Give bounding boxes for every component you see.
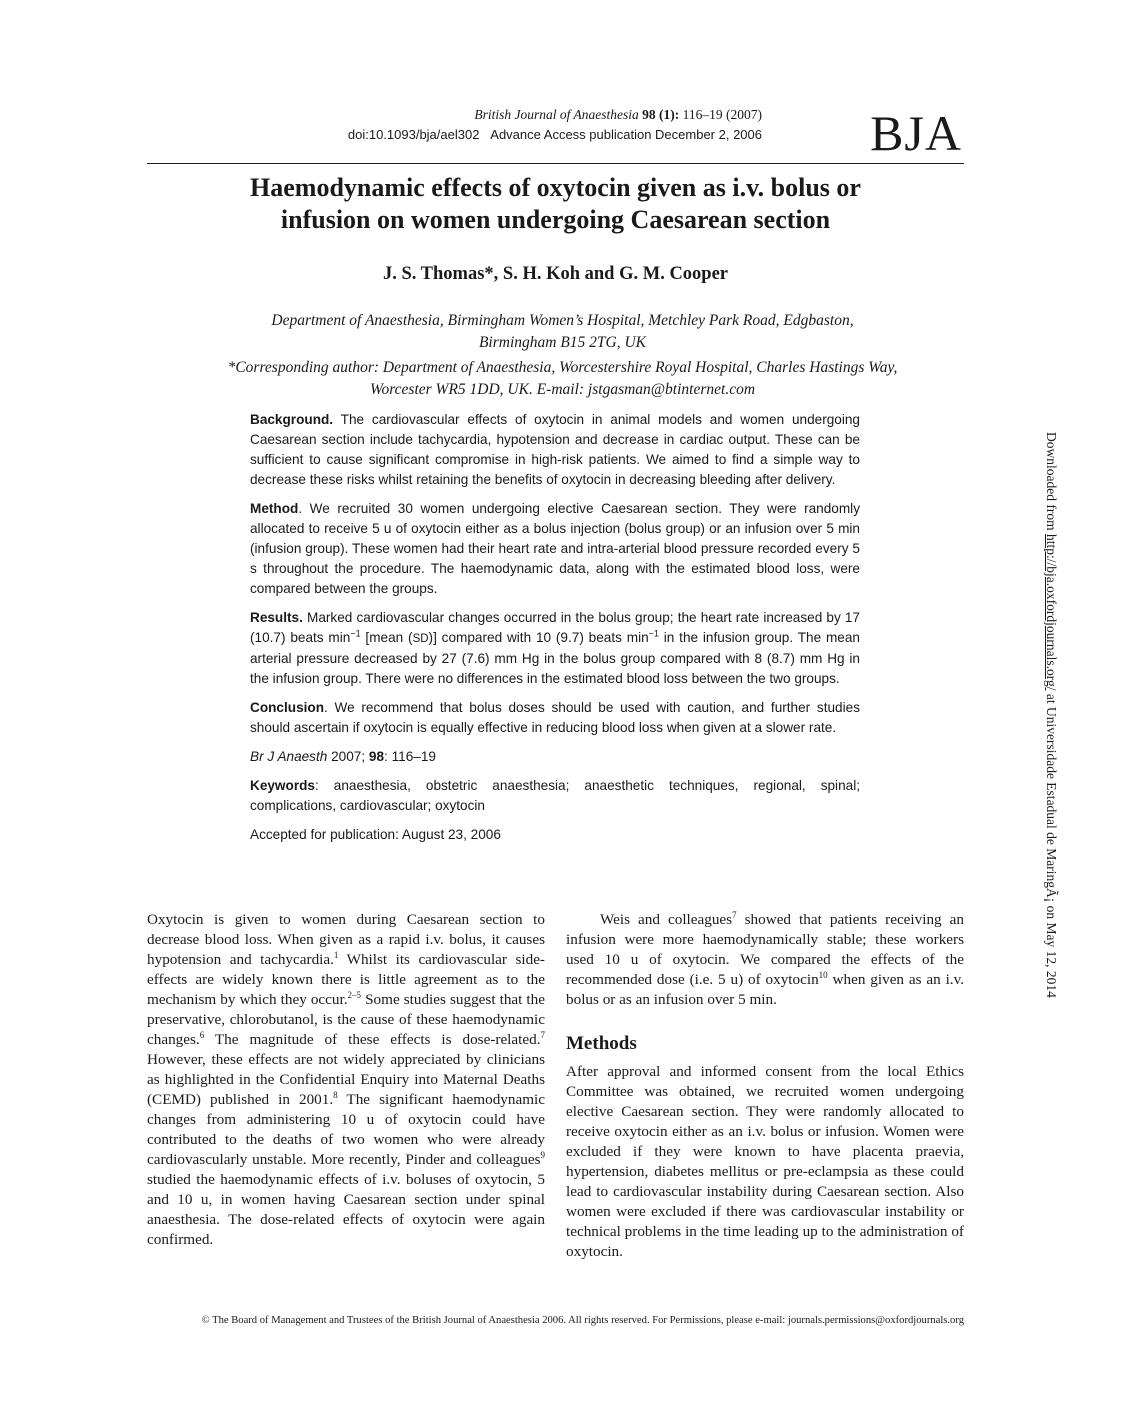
corresponding-line-2: Worcester WR5 1DD, UK. E-mail: jstgasman@btinternet.com (369, 381, 756, 398)
intro2-text-c: when given as an i.v. bolus or as an infusion over 5 min. (566, 971, 964, 1008)
abstract-citation (250, 747, 860, 767)
citation-year: 2007; (327, 749, 369, 764)
abstract-method (250, 499, 860, 599)
abstract-background (250, 410, 860, 490)
results-sup-1: −1 (350, 628, 361, 639)
citation-pages: : 116–19 (384, 749, 436, 764)
article-title (147, 172, 964, 236)
background-text: The cardiovascular effects of oxytocin in animal models and women undergoing Caesarean section include tachycardia, hypotension and decrease in cardiac output. These can be sufficient to cause significant compromise in high-risk patients. We aimed to find a simple way to decrease these risks whilst retaining the benefits of oxytocin in decreasing bleeding after delivery. (250, 412, 860, 487)
results-sd: SD (412, 633, 429, 645)
intro-text-b: Whilst its cardiovascular side-effects are widely known there is little agreement as to the mechanism by which they occur. (147, 951, 545, 1008)
abstract-conclusion (250, 698, 860, 738)
journal-citation-line (147, 105, 762, 124)
doi-line (147, 125, 762, 144)
intro-text-c: Some studies suggest that the preservative, chlorobutanol, is the cause of these haemodynamic changes. (147, 991, 545, 1048)
download-prefix: Downloaded from (1044, 432, 1059, 534)
reference-2-5[interactable]: 2–5 (347, 989, 362, 1000)
citation-journal: Br J Anaesth (250, 749, 328, 764)
reference-6[interactable]: 6 (199, 1029, 205, 1040)
results-text-1: Marked cardiovascular changes occurred in the bolus group; the heart rate increased by 17 (10.7) beats min (250, 610, 860, 645)
method-label: Method (250, 501, 299, 516)
abstract (250, 410, 860, 854)
results-text-2: [mean ( (360, 630, 413, 645)
copyright-footer: © The Board of Management and Trustees of the British Journal of Anaesthesia 2006. All rights reserved. For Permissions, please e-mail: journals.permissions@oxfordjournals.org (201, 1315, 964, 1326)
intro-text-g: studied the haemodynamic effects of i.v. boluses of oxytocin, 5 and 10 u, in women having Caesarean section under spinal anaesthesia. The dose-related effects of oxytocin were again confirmed. (147, 1171, 545, 1248)
doi: doi:10.1093/bja/ael302 (347, 127, 480, 142)
citation-volume: 98 (368, 749, 385, 764)
reference-1[interactable]: 1 (333, 949, 339, 960)
download-sidebar (1040, 432, 1060, 997)
accepted-date: Accepted for publication: August 23, 2006 (250, 827, 501, 842)
intro-paragraph (147, 910, 545, 1250)
abstract-keywords (250, 776, 860, 816)
results-text-4: in the infusion group. The mean arterial pressure decreased by 27 (7.6) mm Hg in the bolus group compared with 8 (8.7) mm Hg in the infusion group. There were no differences in the estimated blood loss between the two groups. (250, 630, 860, 686)
title-line-1: Haemodynamic effects of oxytocin given as i.v. bolus or (250, 173, 861, 202)
keywords-text: : anaesthesia, obstetric anaesthesia; anaesthetic techniques, regional, spinal; complications, cardiovascular; oxytocin (250, 778, 860, 813)
download-notice (1042, 432, 1060, 997)
pages-year: 116–19 (2007) (682, 107, 762, 122)
intro-text-a: Oxytocin is given to women during Caesarean section to decrease blood loss. When given as a rapid i.v. bolus, it causes hypotension and tachycardia. (147, 911, 545, 968)
reference-10[interactable]: 10 (818, 969, 828, 980)
background-label: Background. (250, 412, 334, 427)
bja-logo: BJA (870, 105, 962, 161)
methods-paragraph: After approval and informed consent from the local Ethics Committee was obtained, we recruited women undergoing elective Caesarean section. They were randomly allocated to receive oxytocin either as an i.v. bolus or infusion. Women were excluded if they were known to have placenta praevia, hypertension, diabetes mellitus or pre-eclampsia as these could lead to cardiovascular instability during Caesarean section. Also women were excluded if there was cardiovascular instability or technical problems in the time leading up to the administration of oxytocin. (566, 1063, 964, 1260)
corresponding-line-1: *Corresponding author: Department of Anaesthesia, Worcestershire Royal Hospital, Charles Hastings Way, (227, 359, 898, 376)
affiliation-line-1: Department of Anaesthesia, Birmingham Women’s Hospital, Metchley Park Road, Edgbaston, (271, 312, 854, 329)
conclusion-label: Conclusion (250, 700, 325, 715)
authors: J. S. Thomas*, S. H. Koh and G. M. Cooper (382, 264, 729, 284)
download-link[interactable]: http://bja.oxfordjournals.org/ (1044, 533, 1059, 691)
conclusion-text: . We recommend that bolus doses should be used with caution, and further studies should ascertain if oxytocin is equally effective in reducing blood loss when given at a slower rate. (250, 700, 860, 735)
method-text: . We recruited 30 women undergoing elective Caesarean section. They were randomly allocated to receive 5 u of oxytocin either as a bolus injection (bolus group) or an infusion over 5 min (infusion group). These women had their heart rate and intra-arterial blood pressure recorded every 5 s throughout the procedure. The haemodynamic data, along with the estimated blood loss, were compared between the groups. (250, 501, 860, 596)
header-divider (147, 163, 964, 164)
reference-7[interactable]: 7 (540, 1029, 545, 1040)
volume-issue: 98 (1): (642, 107, 680, 122)
affiliation-line-2: Birmingham B15 2TG, UK (478, 334, 647, 351)
reference-8[interactable]: 8 (333, 1089, 338, 1100)
results-label: Results. (250, 610, 303, 625)
intro-text-d: The magnitude of these effects is dose-related. (204, 1031, 541, 1048)
title-line-2: infusion on women undergoing Caesarean section (280, 205, 831, 234)
corresponding-author (170, 357, 955, 401)
download-suffix: at Universidade Estadual de MaringÃ¡ on May 12, 2014 (1044, 690, 1059, 998)
intro2-text-b: showed that patients receiving an infusion were more haemodynamically stable; these workers used 10 u of oxytocin. We compared the effects of the recommended dose (i.e. 5 u) of oxytocin (566, 911, 965, 988)
methods-heading: Methods (566, 1033, 637, 1054)
results-sup-2: −1 (648, 628, 659, 639)
body-column-left (147, 910, 545, 1250)
abstract-results (250, 608, 860, 689)
keywords-label: Keywords (250, 778, 315, 793)
intro2-text-a: Weis and colleagues (600, 911, 733, 928)
body-column-right (566, 910, 964, 1262)
reference-9[interactable]: 9 (540, 1149, 545, 1160)
results-text-3: )] compared with 10 (9.7) beats min (428, 630, 649, 645)
advance-access: Advance Access publication December 2, 2006 (490, 127, 762, 142)
intro-text-e: However, these effects are not widely appreciated by clinicians as highlighted in the Confidential Enquiry into Maternal Deaths (CEMD) published in 2001. (147, 1051, 545, 1108)
intro-text-f: The significant haemodynamic changes from administering 10 u of oxytocin could have contributed to the deaths of two women who were already cardiovascularly unstable. More recently, Pinder and colleagues (147, 1091, 545, 1168)
affiliation (170, 310, 955, 354)
journal-header (147, 105, 964, 165)
journal-name: British Journal of Anaesthesia (474, 107, 639, 122)
reference-7b[interactable]: 7 (732, 909, 737, 920)
intro-paragraph-2 (566, 910, 964, 1010)
